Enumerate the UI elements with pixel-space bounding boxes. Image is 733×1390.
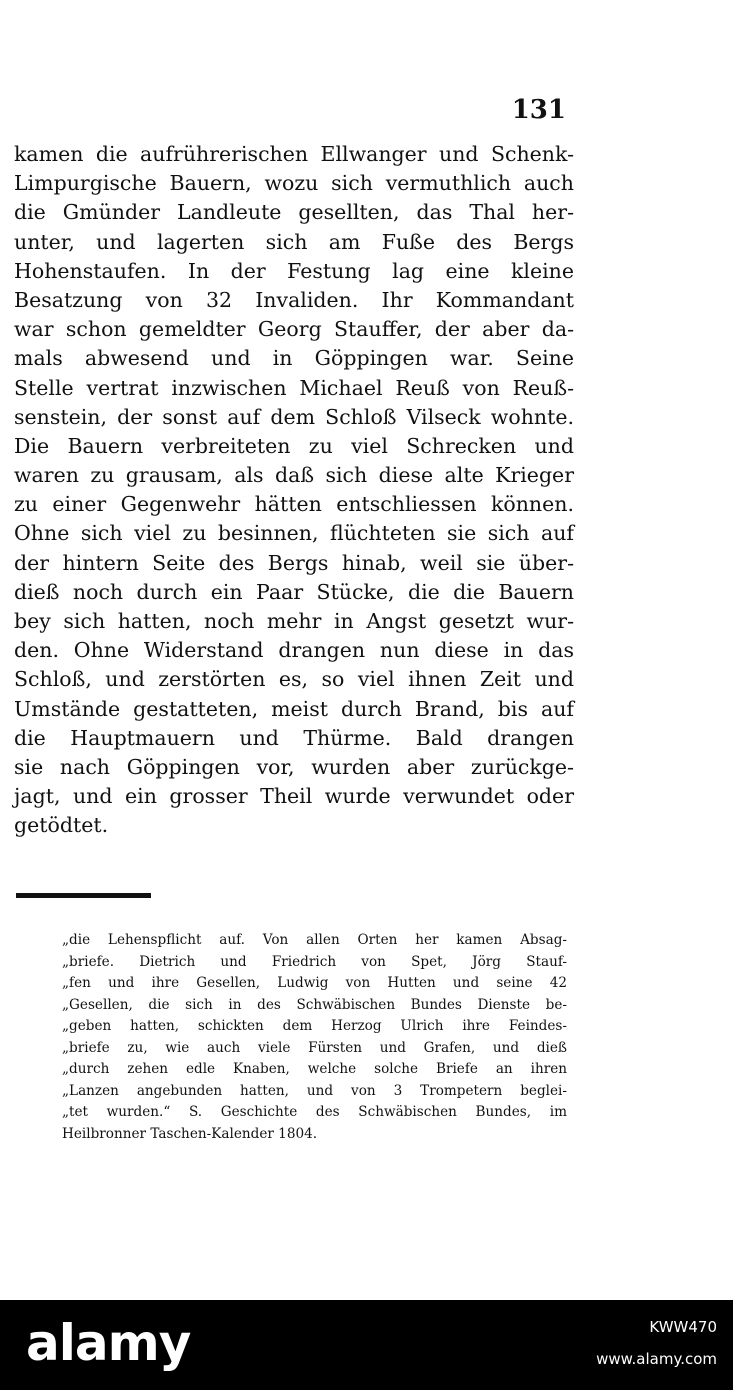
text-line: getödtet. xyxy=(14,813,109,838)
text-line: Schloß, und zerstörten es, so viel ihnen Zeit und xyxy=(14,667,574,692)
text-line: senstein, der sonst auf dem Schloß Vilseck wohnte. xyxy=(14,404,574,429)
text-line: zu einer Gegenwehr hätten entschliessen können. xyxy=(14,492,574,517)
text-line: dieß noch durch ein Paar Stücke, die die Bauern xyxy=(14,579,574,604)
text-line: Hohenstaufen. In der Festung lag eine kleine xyxy=(14,258,574,283)
footnote-line: „Lanzen angebunden hatten, und von 3 Trompetern beglei- xyxy=(62,1082,567,1099)
text-line: Umstände gestatteten, meist durch Brand, bis auf xyxy=(14,696,574,721)
watermark-logo: alamy xyxy=(26,1314,191,1372)
footnote-line: „durch zehen edle Knaben, welche solche Briefe an ihren xyxy=(62,1061,567,1077)
main-text xyxy=(14,140,574,841)
text-line: unter, und lagerten sich am Fuße des Bergs xyxy=(14,229,574,254)
watermark-image-id: KWW470 xyxy=(649,1318,717,1336)
text-line: mals abwesend und in Göppingen war. Seine xyxy=(14,346,574,371)
footnote-line: „briefe. Dietrich und Friedrich von Spet, Jörg Stauf- xyxy=(62,953,567,970)
footnote-line: „die Lehenspflicht auf. Von allen Orten her kamen Absag- xyxy=(62,932,567,948)
text-line: die Gmünder Landleute gesellten, das Thal her- xyxy=(14,200,574,225)
text-line: Limpurgische Bauern, wozu sich vermuthlich auch xyxy=(14,171,574,196)
text-line: waren zu grausam, als daß sich diese alte Krieger xyxy=(14,463,574,488)
text-line: den. Ohne Widerstand drangen nun diese in das xyxy=(14,638,574,663)
footnote-line: „tet wurden.“ S. Geschichte des Schwäbischen Bundes, im xyxy=(62,1104,567,1120)
text-line: der hintern Seite des Bergs hinab, weil sie über- xyxy=(14,550,574,575)
text-line: die Hauptmauern und Thürme. Bald drangen xyxy=(14,725,574,750)
text-line: Die Bauern verbreiteten zu viel Schrecken und xyxy=(14,433,574,458)
text-line: Ohne sich viel zu besinnen, flüchteten sie sich auf xyxy=(14,521,574,546)
page-number: 131 xyxy=(511,95,566,125)
footnote-line: „geben hatten, schickten dem Herzog Ulrich ihre Feindes- xyxy=(62,1018,567,1034)
footnote-line: „briefe zu, wie auch viele Fürsten und Grafen, und dieß xyxy=(62,1039,567,1056)
watermark-url: www.alamy.com xyxy=(596,1350,717,1368)
text-line: sie nach Göppingen vor, wurden aber zurückge- xyxy=(14,754,574,779)
text-line: Besatzung von 32 Invaliden. Ihr Kommandant xyxy=(14,287,574,312)
text-line: bey sich hatten, noch mehr in Angst gesetzt wur- xyxy=(14,609,574,633)
footnote-line: Heilbronner Taschen-Kalender 1804. xyxy=(62,1125,318,1142)
text-line: Stelle vertrat inzwischen Michael Reuß von Reuß- xyxy=(14,375,574,400)
text-line: war schon gemeldter Georg Stauffer, der aber da- xyxy=(14,317,574,342)
footnote-rule xyxy=(16,893,151,898)
footnote-line: „fen und ihre Gesellen, Ludwig von Hutten und seine 42 xyxy=(62,975,567,991)
footnote xyxy=(62,930,567,1145)
text-line: kamen die aufrührerischen Ellwanger und Schenk- xyxy=(14,142,574,166)
text-line: jagt, und ein grosser Theil wurde verwundet oder xyxy=(14,784,574,809)
footnote-line: „Gesellen, die sich in des Schwäbischen Bundes Dienste be- xyxy=(62,996,567,1013)
